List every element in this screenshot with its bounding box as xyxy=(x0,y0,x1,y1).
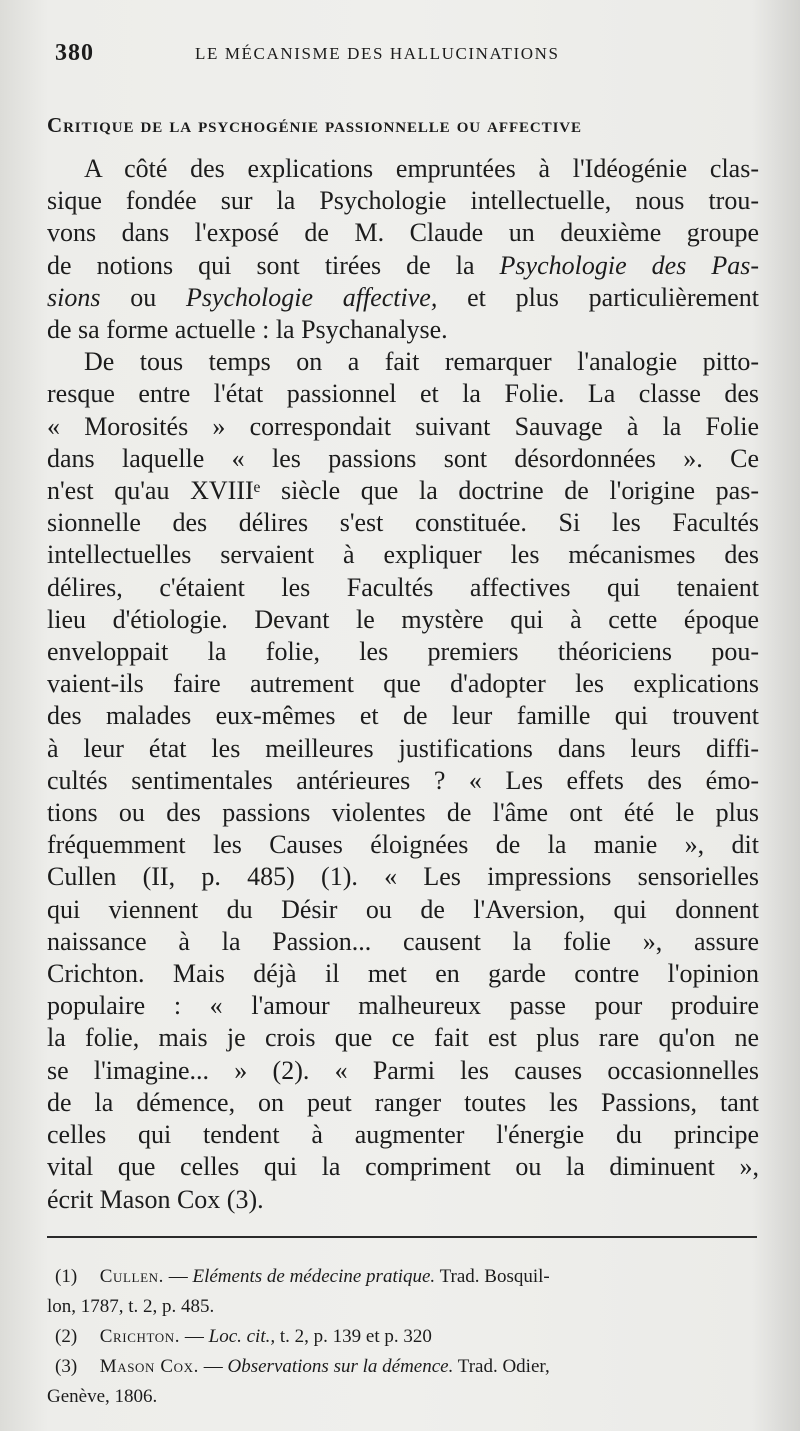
text-line: la folie, mais je crois que ce fait est plus rare qu'on ne xyxy=(47,1023,759,1053)
text-line: tions ou des passions violentes de l'âme ont été le plus xyxy=(47,798,759,828)
footnote-continuation: Genève, 1806. xyxy=(47,1386,158,1407)
text-line: « Morosités » correspondait suivant Sauvage à la Folie xyxy=(47,411,759,441)
page-number: 380 xyxy=(55,40,94,66)
text-line: qui viennent du Désir ou de l'Aversion, qui donnent xyxy=(47,894,759,924)
running-head xyxy=(55,40,755,70)
footnote-3: (3) Mason Cox. — Observations sur la démence. Trad. Odier, xyxy=(55,1356,550,1377)
text-line: délires, c'étaient les Facultés affectives qui tenaient xyxy=(47,572,759,602)
text-line: écrit Mason Cox (3). xyxy=(47,1184,264,1214)
footnote-2: (2) Crichton. — Loc. cit., t. 2, p. 139 et p. 320 xyxy=(55,1326,432,1347)
text-line: vital que celles qui la compriment ou la diminuent », xyxy=(47,1152,759,1182)
footnotes xyxy=(47,1262,759,1412)
text-line: naissance à la Passion... causent la folie », assure xyxy=(47,926,759,956)
text-line: De tous temps on a fait remarquer l'analogie pitto- xyxy=(84,347,759,377)
text-line: de notions qui sont tirées de la Psychologie des Pas- xyxy=(47,250,760,280)
text-line: vons dans l'exposé de M. Claude un deuxième groupe xyxy=(47,218,759,248)
text-line: enveloppait la folie, les premiers théoriciens pou- xyxy=(47,637,759,667)
text-line: sionnelle des délires s'est constituée. Si les Facultés xyxy=(47,508,759,538)
text-line: Crichton. Mais déjà il met en garde contre l'opinion xyxy=(47,959,759,989)
text-line: A côté des explications empruntées à l'Idéogénie clas- xyxy=(84,154,759,183)
text-line: populaire : « l'amour malheureux passe pour produire xyxy=(47,991,759,1021)
text-line: celles qui tendent à augmenter l'énergie du principe xyxy=(47,1120,759,1150)
text-line: des malades eux-mêmes et de leur famille qui trouvent xyxy=(47,701,759,731)
footnote-1: (1) Cullen. — Eléments de médecine pratique. Trad. Bosquil- xyxy=(55,1266,550,1287)
body-text xyxy=(47,153,759,1216)
text-line: lieu d'étiologie. Devant le mystère qui à cette époque xyxy=(47,604,759,634)
text-line: se l'imagine... » (2). « Parmi les causes occasionnelles xyxy=(47,1055,759,1085)
text-line: fréquemment les Causes éloignées de la manie », dit xyxy=(47,830,759,860)
text-line: vaient-ils faire autrement que d'adopter les explications xyxy=(47,669,759,699)
text-line: intellectuelles servaient à expliquer les mécanismes des xyxy=(47,540,759,570)
text-line: sique fondée sur la Psychologie intellectuelle, nous trou- xyxy=(47,186,759,216)
text-line: de la démence, on peut ranger toutes les Passions, tant xyxy=(47,1087,759,1117)
footnote-continuation: lon, 1787, t. 2, p. 485. xyxy=(47,1296,215,1317)
text-line: resque entre l'état passionnel et la Folie. La classe des xyxy=(47,379,759,409)
text-line: Cullen (II, p. 485) (1). « Les impressions sensorielles xyxy=(47,862,759,892)
text-line: à leur état les meilleures justifications dans leurs diffi- xyxy=(47,733,759,763)
footnote-rule xyxy=(47,1236,757,1238)
text-line: sions ou Psychologie affective, et plus particulièrement xyxy=(47,282,760,312)
running-title: LE MÉCANISME DES HALLUCINATIONS xyxy=(195,44,560,63)
text-line: n'est qu'au XVIIIᵉ siècle que la doctrine de l'origine pas- xyxy=(47,476,759,506)
text-line: de sa forme actuelle : la Psychanalyse. xyxy=(47,315,448,345)
text-line: dans laquelle « les passions sont désordonnées ». Ce xyxy=(47,443,759,473)
text-line: cultés sentimentales antérieures ? « Les effets des émo- xyxy=(47,765,759,795)
section-heading: Critique de la psychogénie passionnelle ou affective xyxy=(47,113,582,137)
